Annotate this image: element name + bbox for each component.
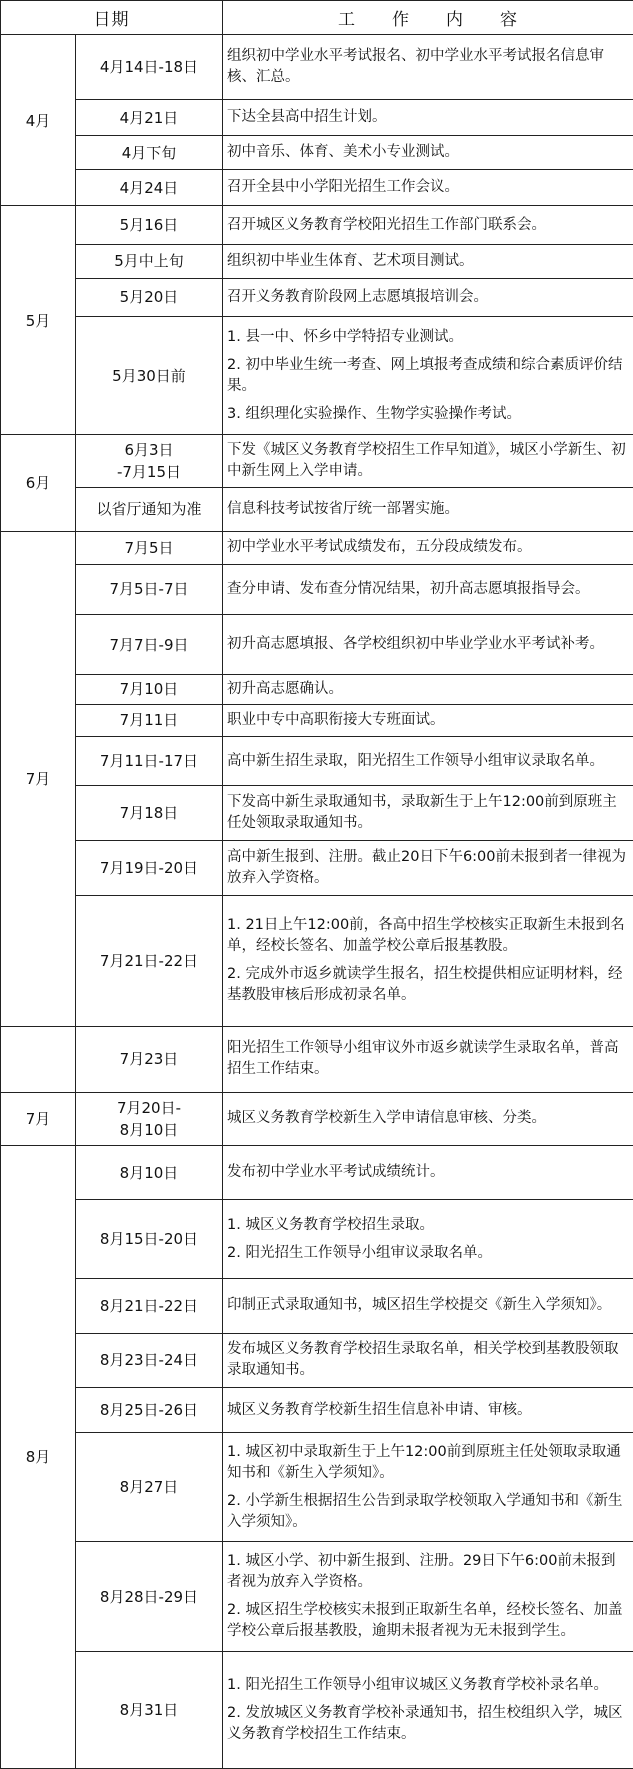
month-cell: 7月 [1, 1093, 76, 1146]
month-cell: 4月 [1, 34, 76, 206]
date-cell [76, 614, 223, 675]
schedule-row [1, 564, 633, 614]
date-cell [76, 1432, 223, 1542]
date-text-continued: -7月15日 [116, 462, 182, 481]
work-item: 2. 完成外市返乡就读学生报名，招生校提供相应证明材料，经基教股审核后形成初录名单。 [227, 966, 623, 1004]
date-text: 8月21日-22日 [99, 1296, 199, 1315]
date-cell [76, 100, 223, 136]
date-text: 5月16日 [119, 216, 179, 235]
work-item: 发布初中学业水平考试成绩统计。 [227, 1164, 445, 1181]
schedule-row [1, 1200, 633, 1278]
content-cell [223, 1200, 633, 1278]
schedule-row [1, 1388, 633, 1432]
work-item: 初中学业水平考试成绩发布，五分段成绩发布。 [227, 539, 532, 556]
date-cell [76, 278, 223, 317]
schedule-row [1, 1652, 633, 1769]
work-item: 查分申请、发布查分情况结果，初升高志愿填报指导会。 [227, 580, 590, 597]
work-item: 3. 组织理化实验操作、生物学实验操作考试。 [227, 405, 521, 422]
schedule-row [1, 435, 633, 488]
content-cell [223, 895, 633, 1026]
date-cell [76, 170, 223, 206]
work-item: 组织初中毕业生体育、艺术项目测试。 [227, 252, 474, 269]
month-cell [1, 1026, 76, 1093]
content-cell [223, 317, 633, 435]
date-cell [76, 1333, 223, 1388]
schedule-row [1, 704, 633, 737]
date-cell [76, 786, 223, 841]
content-cell [223, 614, 633, 675]
work-item: 城区义务教育学校新生入学申请信息审核、分类。 [227, 1110, 546, 1127]
date-cell [76, 1145, 223, 1200]
content-cell [223, 1388, 633, 1432]
date-text: 8月10日 [119, 1163, 179, 1182]
content-cell [223, 100, 633, 136]
content-cell [223, 206, 633, 245]
content-cell [223, 487, 633, 531]
date-cell [76, 1093, 223, 1146]
schedule-row [1, 206, 633, 245]
date-cell [76, 1542, 223, 1652]
schedule-row [1, 1026, 633, 1093]
date-text: 7月10日 [119, 680, 179, 699]
content-cell [223, 1542, 633, 1652]
date-text: 7月7日-9日 [109, 635, 189, 654]
date-text: 7月19日-20日 [99, 859, 199, 877]
schedule-row [1, 1333, 633, 1388]
work-item: 组织初中学业水平考试报名、初中学业水平考试报名信息审核、汇总。 [227, 48, 604, 85]
schedule-row [1, 1432, 633, 1542]
schedule-row [1, 1093, 633, 1146]
date-cell [76, 435, 223, 488]
work-item: 召开城区义务教育学校阳光招生工作部门联系会。 [227, 216, 546, 233]
date-cell [76, 531, 223, 564]
schedule-row [1, 895, 633, 1026]
schedule-row [1, 675, 633, 704]
date-cell [76, 487, 223, 531]
date-text: 4月下旬 [121, 143, 177, 162]
work-item: 1. 阳光招生工作领导小组审议城区义务教育学校补录名单。 [227, 1677, 608, 1694]
date-cell [76, 244, 223, 278]
content-cell [223, 1026, 633, 1093]
work-item: 1. 21日上午12:00前，各高中招生学校核实正取新生未报到名单，经校长签名、加盖学校公章后报基教股。 [227, 917, 625, 955]
date-text: 8月28日-29日 [99, 1587, 199, 1606]
schedule-body [1, 1, 633, 1769]
work-item: 下发《城区义务教育学校招生工作早知道》，城区小学新生、初中新生网上入学申请。 [227, 441, 626, 479]
date-text: 6月3日 [124, 440, 174, 459]
date-cell [76, 206, 223, 245]
content-cell [223, 278, 633, 317]
month-cell: 5月 [1, 206, 76, 435]
date-text: 7月5日 [124, 538, 174, 557]
content-cell [223, 136, 633, 170]
work-item: 初升高志愿填报、各学校组织初中毕业学业水平考试补考。 [227, 636, 604, 653]
schedule-row [1, 1542, 633, 1652]
date-text: 8月23日-24日 [99, 1351, 199, 1370]
date-cell [76, 1026, 223, 1093]
work-item: 下发高中新生录取通知书，录取新生于上午12:00前到原班主任处领取录取通知书。 [227, 794, 617, 832]
work-item: 城区义务教育学校新生招生信息补申请、审核。 [227, 1401, 532, 1418]
date-text: 4月14日-18日 [99, 58, 199, 76]
date-text: 5月中上旬 [114, 252, 184, 271]
schedule-row [1, 278, 633, 317]
schedule-row [1, 614, 633, 675]
content-cell [223, 1278, 633, 1333]
date-text: 4月21日 [119, 108, 179, 127]
month-cell: 6月 [1, 435, 76, 532]
date-text: 5月20日 [119, 288, 179, 307]
content-cell [223, 841, 633, 896]
schedule-row [1, 841, 633, 896]
date-cell [76, 895, 223, 1026]
date-text: 7月11日 [119, 711, 179, 730]
work-item: 召开义务教育阶段网上志愿填报培训会。 [227, 288, 488, 305]
schedule-row [1, 170, 633, 206]
work-item: 1. 城区义务教育学校招生录取。 [227, 1216, 434, 1233]
work-item: 高中新生招生录取，阳光招生工作领导小组审议录取名单。 [227, 752, 604, 769]
date-text: 7月11日-17日 [99, 752, 199, 771]
date-cell [76, 34, 223, 99]
date-text: 7月23日 [119, 1050, 179, 1069]
schedule-row [1, 786, 633, 841]
content-cell [223, 1432, 633, 1542]
work-item: 2. 初中毕业生统一考查、网上填报考查成绩和综合素质评价结果。 [227, 356, 623, 394]
date-cell [76, 1278, 223, 1333]
content-cell [223, 564, 633, 614]
work-item: 阳光招生工作领导小组审议外市返乡就读学生录取名单，普高招生工作结束。 [227, 1040, 619, 1078]
work-item: 2. 阳光招生工作领导小组审议录取名单。 [227, 1244, 492, 1261]
date-text: 8月15日-20日 [99, 1230, 199, 1249]
work-item: 2. 小学新生根据招生公告到录取学校领取入学通知书和《新生入学须知》。 [227, 1492, 623, 1530]
work-item: 信息科技考试按省厅统一部署实施。 [227, 500, 459, 517]
header-date: 日期 [1, 1, 223, 35]
content-cell [223, 1652, 633, 1769]
content-cell [223, 34, 633, 99]
content-cell [223, 1333, 633, 1388]
schedule-row [1, 317, 633, 435]
schedule-row [1, 34, 633, 99]
content-cell [223, 435, 633, 488]
date-text: 8月27日 [119, 1478, 179, 1497]
date-cell [76, 1200, 223, 1278]
work-item: 2. 发放城区义务教育学校补录通知书，招生校组织入学，城区义务教育学校招生工作结束。 [227, 1705, 623, 1743]
header-content: 工 作 内 容 [223, 1, 633, 35]
date-text: 7月21日-22日 [99, 951, 199, 970]
work-item: 发布城区义务教育学校招生录取名单，相关学校到基教股领取录取通知书。 [227, 1341, 619, 1379]
date-text-continued: 8月10日 [119, 1120, 179, 1139]
date-cell [76, 317, 223, 435]
date-cell [76, 841, 223, 896]
content-cell [223, 170, 633, 206]
schedule-row [1, 531, 633, 564]
schedule-row [1, 1145, 633, 1200]
schedule-row [1, 487, 633, 531]
content-cell [223, 786, 633, 841]
content-cell [223, 244, 633, 278]
date-text: 以省厅通知为准 [96, 500, 202, 519]
schedule-row [1, 136, 633, 170]
content-cell [223, 531, 633, 564]
work-item: 2. 城区招生学校核实未报到正取新生名单，经校长签名、加盖学校公章后报基教股，逾期未报者视为无未报到学生。 [227, 1602, 623, 1640]
header-row [1, 1, 633, 35]
date-text: 7月20日- [116, 1098, 182, 1117]
content-cell [223, 1093, 633, 1146]
work-item: 下达全县高中招生计划。 [227, 109, 387, 126]
schedule-row [1, 1278, 633, 1333]
content-cell [223, 1145, 633, 1200]
date-cell [76, 1388, 223, 1432]
work-item: 1. 县一中、怀乡中学特招专业测试。 [227, 328, 463, 345]
date-cell [76, 737, 223, 786]
month-cell: 7月 [1, 531, 76, 1026]
work-item: 高中新生报到、注册。截止20日下午6:00前未报到者一律视为放弃入学资格。 [227, 849, 627, 886]
date-text: 8月25日-26日 [99, 1401, 199, 1420]
work-item: 职业中专中高职衔接大专班面试。 [227, 711, 445, 728]
date-text: 7月18日 [119, 804, 179, 823]
work-item: 初中音乐、体育、美术小专业测试。 [227, 144, 459, 161]
schedule-row [1, 100, 633, 136]
date-cell [76, 564, 223, 614]
month-cell: 8月 [1, 1145, 76, 1768]
content-cell [223, 675, 633, 704]
work-item: 初升高志愿确认。 [227, 680, 343, 697]
work-item: 1. 城区初中录取新生于上午12:00前到原班主任处领取录取通知书和《新生入学须知》。 [227, 1443, 621, 1481]
content-cell [223, 737, 633, 786]
schedule-row [1, 737, 633, 786]
date-text: 4月24日 [119, 178, 179, 197]
schedule-row [1, 244, 633, 278]
date-text: 8月31日 [119, 1701, 179, 1720]
date-text: 7月5日-7日 [109, 580, 189, 599]
date-cell [76, 704, 223, 737]
date-cell [76, 136, 223, 170]
date-text: 5月30日前 [112, 366, 186, 385]
work-item: 1. 城区小学、初中新生报到、注册。29日下午6:00前未报到者视为放弃入学资格。 [227, 1553, 616, 1591]
work-item: 召开全县中小学阳光招生工作会议。 [227, 179, 459, 196]
content-cell [223, 704, 633, 737]
date-cell [76, 1652, 223, 1769]
work-item: 印制正式录取通知书，城区招生学校提交《新生入学须知》。 [227, 1297, 612, 1314]
date-cell [76, 675, 223, 704]
